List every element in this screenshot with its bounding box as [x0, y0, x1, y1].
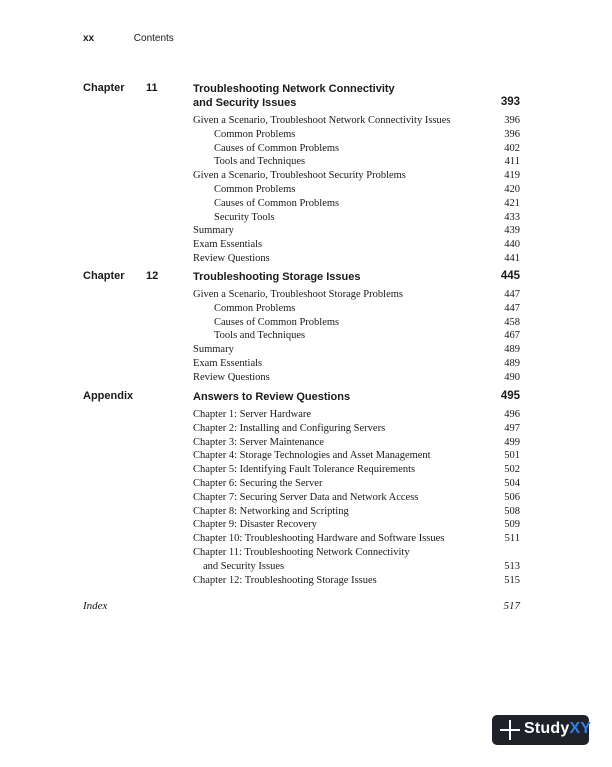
- toc-entry[interactable]: [193, 183, 520, 197]
- toc-entry[interactable]: [193, 518, 520, 532]
- brand-main: Study: [524, 720, 570, 737]
- toc-entry-page: 502: [504, 464, 520, 476]
- chapter-title[interactable]: [193, 390, 520, 404]
- toc-entry-page: 439: [504, 225, 520, 237]
- toc-entry-text: Chapter 10: Troubleshooting Hardware and Software Issues: [193, 533, 445, 545]
- toc-entry[interactable]: [193, 142, 520, 156]
- toc-entry-page: 509: [504, 519, 520, 531]
- toc-entry-text: Exam Essentials: [193, 357, 263, 369]
- toc-entry-text: Common Problems: [214, 183, 296, 195]
- toc-entry-text: Chapter 3: Server Maintenance: [193, 436, 324, 448]
- toc-entry-page: 497: [504, 422, 520, 434]
- toc-entry-text: Causes of Common Problems: [214, 197, 340, 209]
- toc-entry-page: 411: [504, 156, 520, 168]
- toc-entry-page: 396: [504, 128, 520, 140]
- toc-entry-text: Common Problems: [214, 128, 296, 140]
- toc-entry-page: 420: [504, 183, 520, 195]
- toc-entry[interactable]: [193, 252, 520, 266]
- toc-entry-text: and Security Issues: [203, 560, 285, 572]
- chapter-title-line: Troubleshooting Storage Issues: [193, 271, 361, 283]
- toc-entry-text: Chapter 2: Installing and Configuring Servers: [193, 422, 386, 434]
- toc-entry-text: Causes of Common Problems: [214, 316, 340, 328]
- chapter-title[interactable]: [193, 82, 520, 110]
- running-head: [83, 33, 174, 44]
- chapter-label: Chapter: [83, 270, 125, 282]
- toc-entry-page: 501: [504, 450, 520, 462]
- toc-entry[interactable]: [193, 449, 520, 463]
- toc-entry-text: Chapter 12: Troubleshooting Storage Issues: [193, 574, 377, 586]
- toc-entry[interactable]: [193, 238, 520, 252]
- toc-entry[interactable]: [193, 491, 520, 505]
- toc-entry[interactable]: [193, 422, 520, 436]
- chapter-entries: [193, 288, 520, 385]
- page-folio: xx: [83, 33, 95, 44]
- toc-entry-text: Chapter 9: Disaster Recovery: [193, 519, 317, 531]
- toc-entry-page: 490: [504, 371, 520, 383]
- toc-index[interactable]: [83, 600, 520, 612]
- toc-entry-page: 489: [504, 344, 520, 356]
- chapter-entries: [193, 408, 520, 587]
- toc-entry-page: 489: [504, 357, 520, 369]
- chapter-title-line: Troubleshooting Network Connectivity: [193, 83, 395, 95]
- toc-entry[interactable]: [193, 477, 520, 491]
- toc-entry-text: Common Problems: [214, 302, 296, 314]
- toc-entry[interactable]: [193, 302, 520, 316]
- toc-entry-page: 467: [504, 330, 520, 342]
- toc-entry[interactable]: [193, 546, 520, 560]
- toc-entry[interactable]: [193, 211, 520, 225]
- toc-entry-page: 419: [504, 170, 520, 182]
- toc-entry-text: Chapter 1: Server Hardware: [193, 409, 312, 420]
- toc-entry-text: Given a Scenario, Troubleshoot Security Problems: [193, 170, 406, 182]
- toc-entry[interactable]: [193, 408, 520, 422]
- toc-entry-page: 396: [504, 115, 520, 126]
- toc-entry-text: Chapter 6: Securing the Server: [193, 477, 323, 489]
- toc-entry-page: 421: [504, 197, 520, 209]
- toc-entry-text: Review Questions: [193, 371, 270, 383]
- chapter-entries: [193, 114, 520, 266]
- brand-accent: XY: [569, 720, 592, 737]
- toc-entry-text: Security Tools: [214, 211, 275, 223]
- toc-entry-page: 458: [504, 316, 520, 328]
- chapter-title-line: and Security Issues: [193, 97, 297, 109]
- toc-entry-page: 440: [504, 239, 520, 251]
- toc-entry-text: Chapter 4: Storage Technologies and Asset Management: [193, 450, 431, 462]
- chapter-title-line: Answers to Review Questions: [193, 391, 351, 403]
- toc-entry-text: Tools and Techniques: [214, 330, 306, 342]
- toc-entry[interactable]: [193, 463, 520, 477]
- toc-entry[interactable]: [193, 288, 520, 302]
- chapter-number: 12: [146, 270, 159, 282]
- toc-entry-page: 513: [504, 560, 520, 572]
- toc-entry[interactable]: [193, 197, 520, 211]
- toc-entry-text: Chapter 5: Identifying Fault Tolerance Requirements: [193, 464, 416, 476]
- toc-entry-page: 515: [504, 574, 520, 586]
- index-page: 517: [503, 600, 520, 612]
- toc-entry[interactable]: [193, 128, 520, 142]
- toc-entry[interactable]: [193, 371, 520, 385]
- toc-entry-text: Summary: [193, 225, 234, 237]
- toc-entry[interactable]: [193, 532, 520, 546]
- toc-entry-text: Tools and Techniques: [214, 156, 306, 168]
- toc-entry-text: Given a Scenario, Troubleshoot Storage Problems: [193, 289, 403, 300]
- toc-entry[interactable]: [193, 114, 520, 128]
- toc-entry-text: Chapter 7: Securing Server Data and Network Access: [193, 491, 419, 503]
- chapter-page: 445: [500, 270, 520, 282]
- toc-entry-page: 447: [504, 302, 520, 314]
- toc-entry[interactable]: [193, 560, 520, 574]
- toc-entry-text: Exam Essentials: [193, 239, 263, 251]
- chapter-label: Appendix: [83, 390, 134, 402]
- chapter-page: 393: [500, 96, 520, 108]
- plus-icon: [500, 720, 520, 740]
- toc-entry-page: 447: [504, 289, 520, 300]
- toc-entry-text: Given a Scenario, Troubleshoot Network Connectivity Issues: [193, 115, 451, 126]
- toc-entry-page: 402: [504, 142, 520, 154]
- toc-entry-text: Review Questions: [193, 252, 270, 264]
- running-head-title: Contents: [133, 33, 174, 44]
- toc-entry[interactable]: [193, 155, 520, 169]
- toc-entry[interactable]: [193, 505, 520, 519]
- toc-entry[interactable]: [193, 329, 520, 343]
- toc-entry-page: 511: [504, 533, 520, 545]
- toc-entry-page: 496: [504, 409, 520, 420]
- brand-logo: [524, 720, 591, 738]
- toc-entry-page: 441: [504, 252, 520, 264]
- toc-entry-page: 504: [504, 477, 520, 489]
- toc-entry-page: 433: [504, 211, 520, 223]
- toc-entry-page: 499: [504, 436, 520, 448]
- index-label: Index: [83, 600, 108, 612]
- chapter-title[interactable]: [193, 270, 520, 284]
- chapter-page: 495: [500, 390, 520, 402]
- toc-entry-page: 508: [504, 505, 520, 517]
- toc-entry-page: 506: [504, 491, 520, 503]
- chapter-label: Chapter: [83, 82, 125, 94]
- toc-entry[interactable]: [193, 343, 520, 357]
- toc-entry[interactable]: [193, 574, 520, 588]
- toc-entry-text: Causes of Common Problems: [214, 142, 340, 154]
- chapter-number: 11: [146, 82, 158, 94]
- toc-entry-text: Chapter 8: Networking and Scripting: [193, 505, 349, 517]
- toc-entry-text: Chapter 11: Troubleshooting Network Connectivity: [193, 546, 410, 558]
- toc-entry[interactable]: [193, 169, 520, 183]
- toc-entry[interactable]: [193, 436, 520, 450]
- toc-entry[interactable]: [193, 357, 520, 371]
- toc-entry[interactable]: [193, 316, 520, 330]
- toc-entry-text: Summary: [193, 344, 234, 356]
- toc-entry[interactable]: [193, 224, 520, 238]
- studyxy-badge[interactable]: [492, 715, 592, 745]
